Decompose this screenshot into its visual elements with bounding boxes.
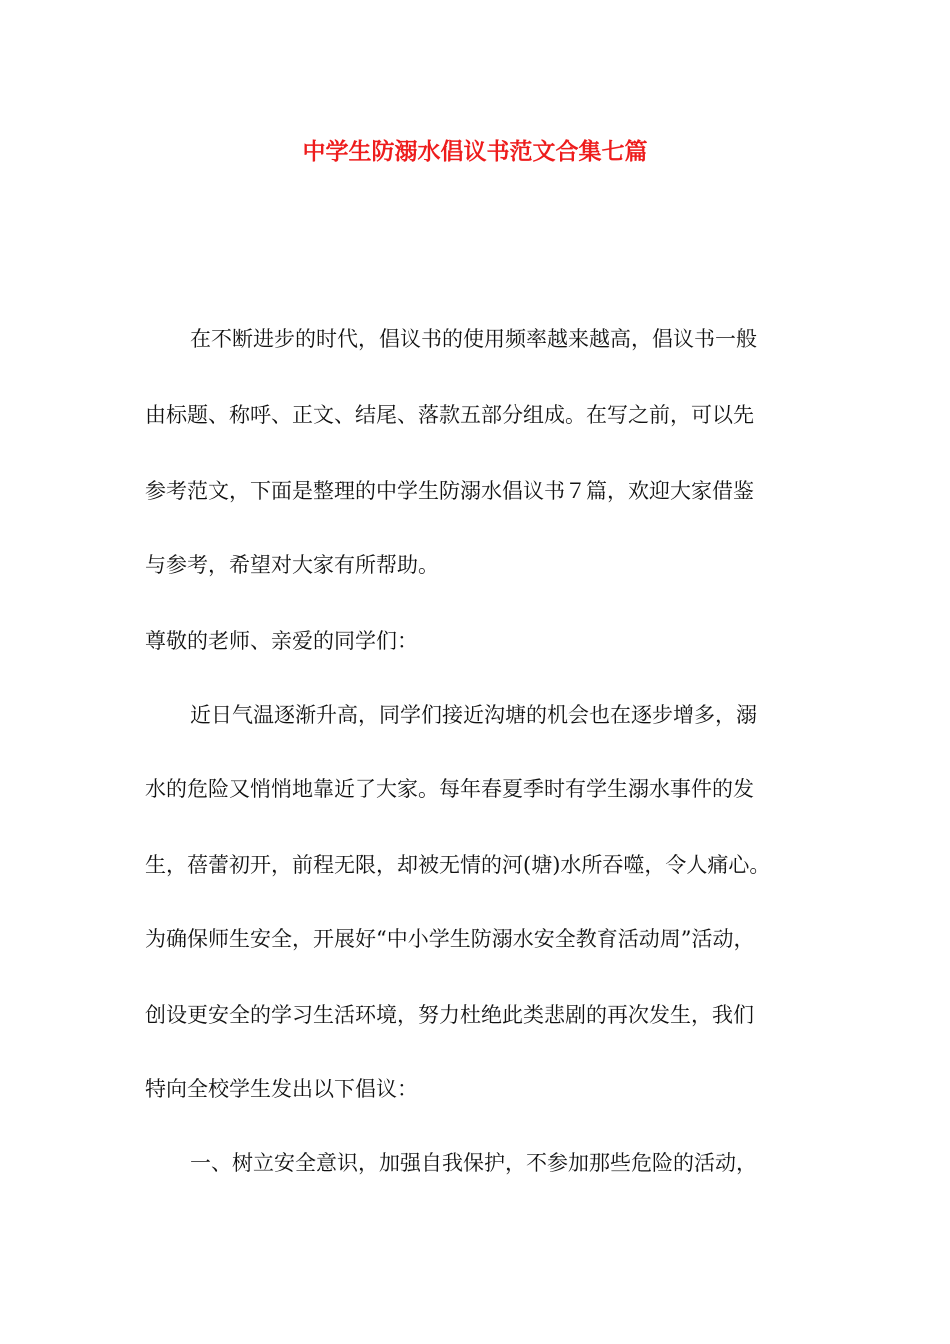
body-line-2: 由标题、称呼、正文、结尾、落款五部分组成。在写之前，可以先	[145, 403, 754, 427]
body-line-4: 与参考，希望对大家有所帮助。	[145, 553, 439, 577]
body-line-10: 创设更安全的学习生活环境，努力杜绝此类悲剧的再次发生，我们	[145, 1003, 754, 1027]
body-line-1: 在不断进步的时代，倡议书的使用频率越来越高，倡议书一般	[190, 327, 757, 351]
salutation-line: 尊敬的老师、亲爱的同学们：	[145, 629, 418, 653]
body-line-7: 水的危险又悄悄地靠近了大家。每年春夏季时有学生溺水事件的发	[145, 777, 754, 801]
body-line-8: 生，蓓蕾初开，前程无限，却被无情的河(塘)水所吞噬，令人痛心。	[145, 853, 771, 877]
body-line-6: 近日气温逐渐升高，同学们接近沟塘的机会也在逐步增多，溺	[190, 703, 757, 727]
body-line-12: 一、树立安全意识，加强自我保护，不参加那些危险的活动，	[190, 1151, 757, 1175]
body-line-9: 为确保师生安全，开展好“中小学生防溺水安全教育活动周”活动，	[145, 927, 755, 951]
document-title: 中学生防溺水倡议书范文合集七篇	[302, 138, 648, 165]
body-line-11: 特向全校学生发出以下倡议：	[145, 1077, 418, 1101]
body-line-3: 参考范文，下面是整理的中学生防溺水倡议书７篇，欢迎大家借鉴	[145, 479, 754, 503]
